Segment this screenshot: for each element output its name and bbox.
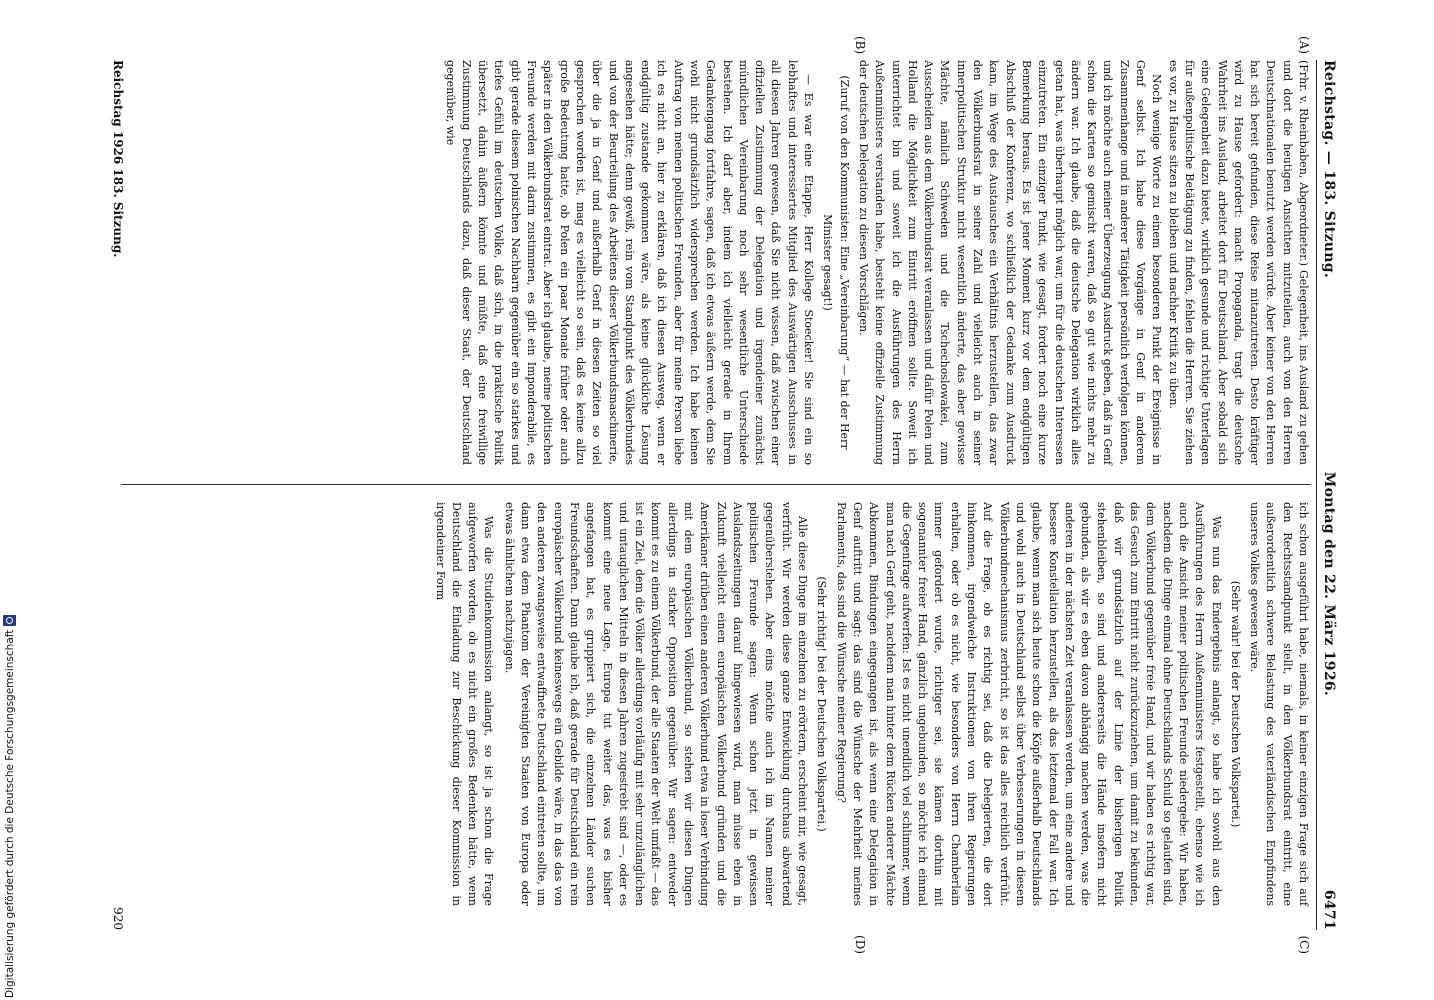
header-rule [1316, 60, 1317, 930]
paragraph: ich schon ausgeführt habe, niemals, in keiner einzigen Frage sich auf den Rechtsstandpunkt stellt, in den Völkerbundsrat eintritt, eine außerordentlich schwere Belastung des vaterländischen Empfindens unseres Volkes gewesen wäre. [1248, 502, 1310, 906]
interjection: (Zuruf von den Kommunisten: Eine „Vereinbarung“ — hat der Herr Minister gesagt!) [821, 75, 851, 450]
running-head-left: Reichstag. — 183. Sitzung. [1321, 60, 1337, 279]
footer-session: Reichstag 1926 183. Sitzung. [111, 60, 125, 258]
applause-note: (Sehr wahr! bei der Deutschen Volkspartei.) [1228, 580, 1242, 828]
page-footer [107, 60, 125, 930]
left-column [441, 60, 1311, 465]
paragraph: Was nun das Endergebnis anlangt, so habe ich sowohl aus den Ausführungen des Herrn Außenministers festgestellt, ebenso wie ich auch die Ansicht meiner politischen Freunde niedergebe: Wir haben, nachdem die Dinge einmal ohne Deutschlands Schuld so gelaufen sind, dem Völkerbund gegenüber freie Hand, und wir haben es richtig war, das Gesuch zum Eintritt nicht zurückzuziehen, um damit zu bekunden, daß wir grundsätzlich auf der Linie der bisherigen Politik stehenbleiben, so sind und andererseits die Hände insofern nicht gebunden, als wir es eben davon abhängig machen werden, was die anderen in der nächsten Zeit veranlassen werden, um eine andere und bessere Konstellation herzustellen, als das letztemal der Fall war. Ich glaube, wenn man sich heute schon die Köpfe außerhalb Deutschlands und wohl auch in Deutschland selbst über Verbesserungen in diesem Völkerbundmechanismus zerbricht, so ist das alles reichlich verfrüht. Auf die Frage, ob es richtig sei, daß die Delegierten, die dort hinkommen, irgendwelche Instruktionen von ihren Regierungen erhalten, oder ob es nicht, wie besonders von Herrn Chamberlain immer gefordert wurde, richtiger sei, sie kämen dorthin mit sogenannter freier Hand, gänzlich ungebunden, so möchte ich einmal die Gegenfrage aufwerfen: Ist es nicht unendlich viel schlimmer, wenn man nach Genf geht, nachdem man hinter dem Rücken anderer Mächte Abkommen, Bindungen eingegangen ist, als wenn eine Delegation in Genf auftritt und sagt: das sind die Wünsche der Mehrheit meines Parlaments, das sind die Wünsche meiner Regierung? [834, 502, 1223, 906]
newspaper-page [102, 36, 1347, 954]
paragraph: Alle diese Dinge im einzelnen zu erörtern, erscheint mir, wie gesagt, verfrüht. Wir werden diese ganze Entwicklung durchaus abwartend gegenüberstehen. Aber eins möchte auch ich im Namen meiner politischen Freunde sagen: Wenn schon jetzt in gewissen Auslandszeitungen darauf hingewiesen wird, man müsse eben in Zukunft vielleicht einen europäischen Völkerbund gründen und die Amerikaner drüben einen anderen Völkerbund etwa in loser Verbindung mit dem europäischen Völkerbund, so stehen wir diesen Dingen allerdings in starker Opposition gegenüber. Wir sagen: entweder kommt es zu einem Völkerbund, der alle Staaten der Welt umfaßt — das ist ein Ziel, dem die Völker allerdings vorläufig mit sehr unzulänglichen und untauglichen Mitteln in diesen Jahren zugestrebt sind —, oder es kommt eine neue Lage, Europa tut weiter das, was es bisher angefangen hat, es gruppiert sich, die einzelnen Länder suchen Freundschaften. Dann glaube ich, daß gerade für Deutschland ein rein europäischer Völkerbund keineswegs ein Gebilde wäre, in das das von den anderen zwangsweise entwaffnete Deutschland eintreten sollte, um dann etwa dem Phantom der Vereinigten Staaten von Europa oder etwas ähnlichem nachzujagen. [502, 502, 810, 906]
running-head-page-number: 6471 [1321, 889, 1337, 930]
applause-note: (Sehr richtig! bei der Deutschen Volkspartei.) [815, 576, 829, 832]
running-head-date: Montag den 22. März 1926. [1321, 471, 1337, 697]
footer-page-number: 920 [111, 907, 125, 930]
margin-letter-c: (C) [1297, 935, 1311, 954]
digitization-credit [3, 615, 16, 998]
running-head [1321, 60, 1347, 930]
paragraph: (Frhr. v. Rheinbaben, Abgeordneter.) Gelegenheit, ins Ausland zu gehen und dort die heutigen Ansichten mitzuteilen, auch von den Herren Deutschnationalen benutzt werden würde. Aber keiner von den Herren hat sich bereit gefunden, diese Reise mitanzutreten. Desto kräftiger wird zu Hause gefordert: macht Propaganda, tragt die deutsche Wahrheit ins Ausland, arbeitet dort für Deutschland. Aber sobald sich eine Gelegenheit dazu bietet, wirklich gesunde und richtige Unterlagen für außenpolitische Betätigung zu finden, fehlen die Herren. Sie ziehen es vor, zu Hause sitzen zu bleiben und nachher Kritik zu üben. [1166, 60, 1310, 465]
margin-letter-a: (A) [1297, 36, 1311, 55]
rotated-page [102, 36, 1347, 954]
credit-text: Digitalisierung gefördert durch die Deutsche Forschungsgemeinschaft [3, 629, 16, 998]
column-divider [121, 484, 1311, 485]
paragraph: Noch wenige Worte zu einem besonderen Punkt der Ereignisse in Genf selbst. Ich habe diese Vorgänge in Genf in anderem Zusammenhange und in anderer Tätigkeit persönlich verfolgen können, und ich möchte auch meiner Überzeugung Ausdruck geben, daß in Genf schon die Karten so gemischt waren, daß so gut wie nichts mehr zu ändern war. Ich glaube, daß die deutsche Delegation wirklich alles getan hat, was überhaupt möglich war, um für die deutschen Interessen einzutreten. Ein einziger Punkt, wie gesagt, fordert noch eine kurze Bemerkung heraus. Es ist jener Moment kurz vor dem endgültigen Abschluß der Konferenz, wo schließlich der Gedanke zum Ausdruck kam, im Wege des Austausches ein Verhältnis herzustellen, das zwar den Völkerbundsrat in seiner Zahl und vielleicht auch in seiner innerpolitischen Struktur nicht wesentlich änderte, das aber gewisse Mächte, nämlich Schweden und die Tschechoslowakei, zum Ausscheiden aus dem Völkerbundsrat veranlassen und dafür Polen und Holland die Möglichkeit zum Eintritt eröffnen sollte. Soweit ich unterrichtet bin und soweit ich die Ausführungen des Herrn Außenministers verstanden habe, besteht keine offizielle Zustimmung der deutschen Delegation zu diesen Vorschlägen. [856, 60, 1164, 465]
dfg-logo-icon [3, 615, 16, 626]
margin-letter-d: (D) [853, 935, 867, 954]
paragraph: Was die Studienkommission anlangt, so ist ja schon die Frage aufgeworfen worden, ob es nicht ein großes Bedenken hätte, wenn Deutschland die Einladung zur Beschickung dieser Kommission in irgendeiner Form [433, 502, 496, 906]
paragraph: — Es war eine Etappe, Herr Kollege Stoecker! Sie sind ein so lebhaftes und interessiertes Mitglied des Auswärtigen Ausschusses in all diesen Jahren gewesen, daß Sie nicht wissen, daß zwischen einer offiziellen Zustimmung der Delegation und irgendeiner zunächst mündlichen Vereinbarung noch sehr wesentliche Unterschiede bestehen. Ich darf aber, indem ich vielleicht gerade in Ihrem Gedankengang fortfahre, sagen, daß ich etwas äußern werde, dem Sie wohl nicht grundsätzlich widersprechen werden. Ich habe keinen Auftrag von meinen politischen Freunden, aber für meine Person liebe ich es nicht an, hier zu erklären, daß ich diesen Ausweg, wenn er endgültig zustande gekommen wäre, als keine glückliche Lösung angesehen hätte; denn gewiß, rein vom Standpunkt des Völkerbundes und von der Beurteilung des Arbeitens dieser Völkerbundsmaschinerie, über die ja in Genf und außerhalb Genf in diesen Zeiten so viel gesprochen worden ist, mag es vielleicht so sein, daß es keine allzu große Bedeutung hatte, ob Polen ein paar Monate früher oder auch später in den Völkerbundsrat eintrat. Aber ich glaube, meine politischen Freunde werden mit darin zustimmen, es gibt ein Imponderabile, es gibt gerade diesem polnischen Nachbarn gegenüber ein so starkes und tiefes Gefühl im deutschen Volke, daß sich, in die praktische Politik übersetzt, dahin äußern könnte und müßte, daß eine freiwillige Zustimmung Deutschlands dazu, daß dieser Staat, der Deutschland gegenüber, wie [443, 60, 816, 465]
margin-letter-b: (B) [853, 36, 867, 55]
right-column [431, 502, 1311, 906]
